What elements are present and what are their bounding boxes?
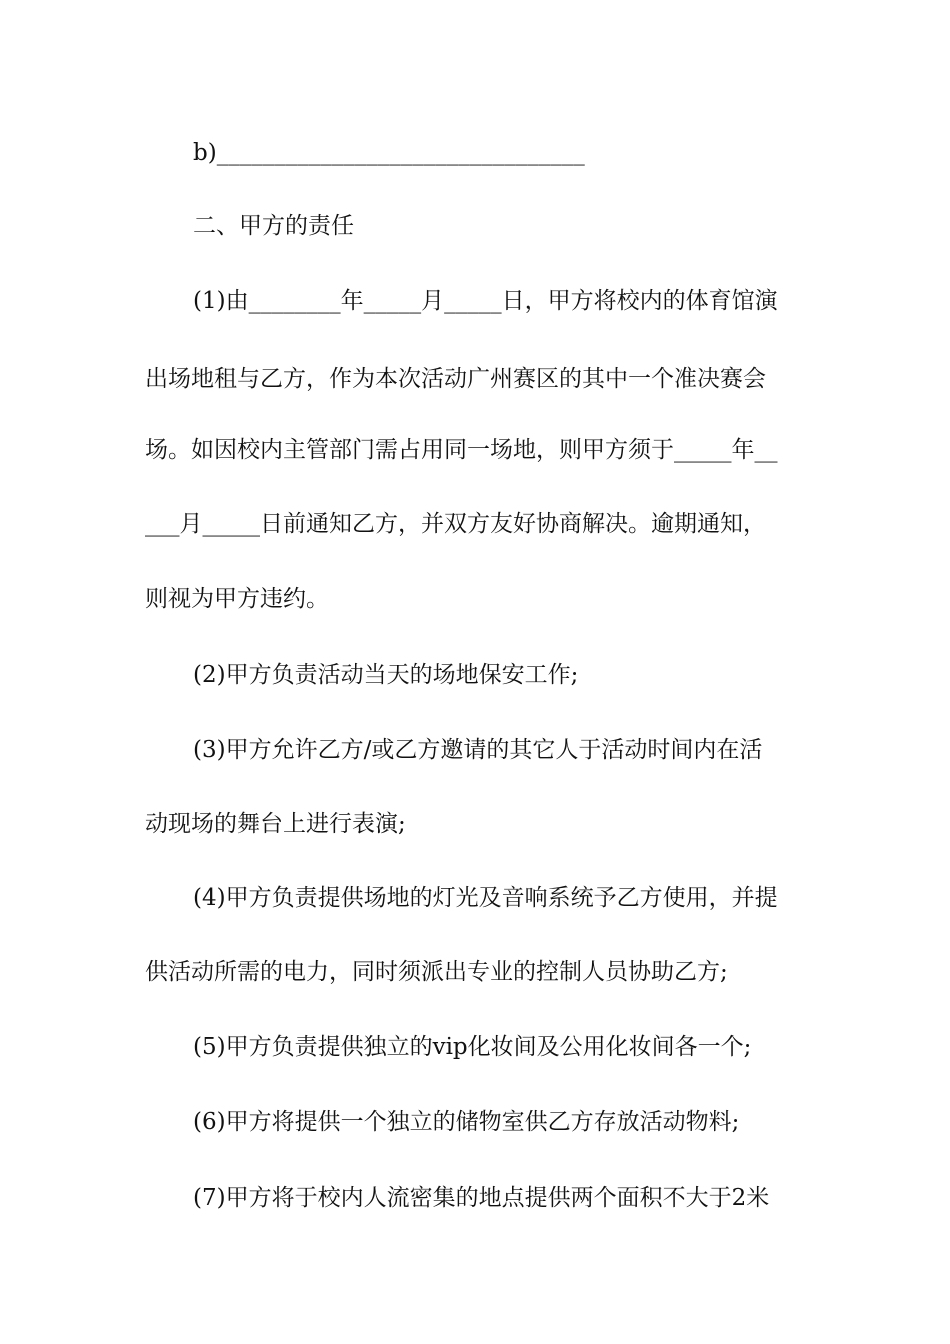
clause-b-line: b)________________________________	[193, 140, 585, 166]
paragraph-line: 则视为甲方违约。	[145, 586, 329, 612]
paragraph-line: (7)甲方将于校内人流密集的地点提供两个面积不大于2米	[193, 1185, 770, 1211]
paragraph-line: (1)由________年_____月_____日，甲方将校内的体育馆演	[193, 288, 778, 314]
paragraph-line: 场。如因校内主管部门需占用同一场地，则甲方须于_____年__	[145, 437, 778, 463]
paragraph-line: (4)甲方负责提供场地的灯光及音响系统予乙方使用，并提	[193, 885, 778, 911]
paragraph-line: ___月_____日前通知乙方，并双方友好协商解决。逾期通知，	[145, 511, 766, 537]
paragraph-line: (3)甲方允许乙方/或乙方邀请的其它人于活动时间内在活	[193, 737, 763, 763]
paragraph-line: (6)甲方将提供一个独立的储物室供乙方存放活动物料;	[193, 1109, 740, 1135]
section-heading: 二、甲方的责任	[193, 213, 354, 239]
paragraph-line: 动现场的舞台上进行表演;	[145, 811, 406, 837]
paragraph-line: (5)甲方负责提供独立的vip化妆间及公用化妆间各一个;	[193, 1034, 752, 1060]
paragraph-line: 供活动所需的电力，同时须派出专业的控制人员协助乙方;	[145, 959, 728, 985]
paragraph-line: (2)甲方负责活动当天的场地保安工作;	[193, 662, 579, 688]
paragraph-line: 出场地租与乙方，作为本次活动广州赛区的其中一个准决赛会	[145, 366, 766, 392]
